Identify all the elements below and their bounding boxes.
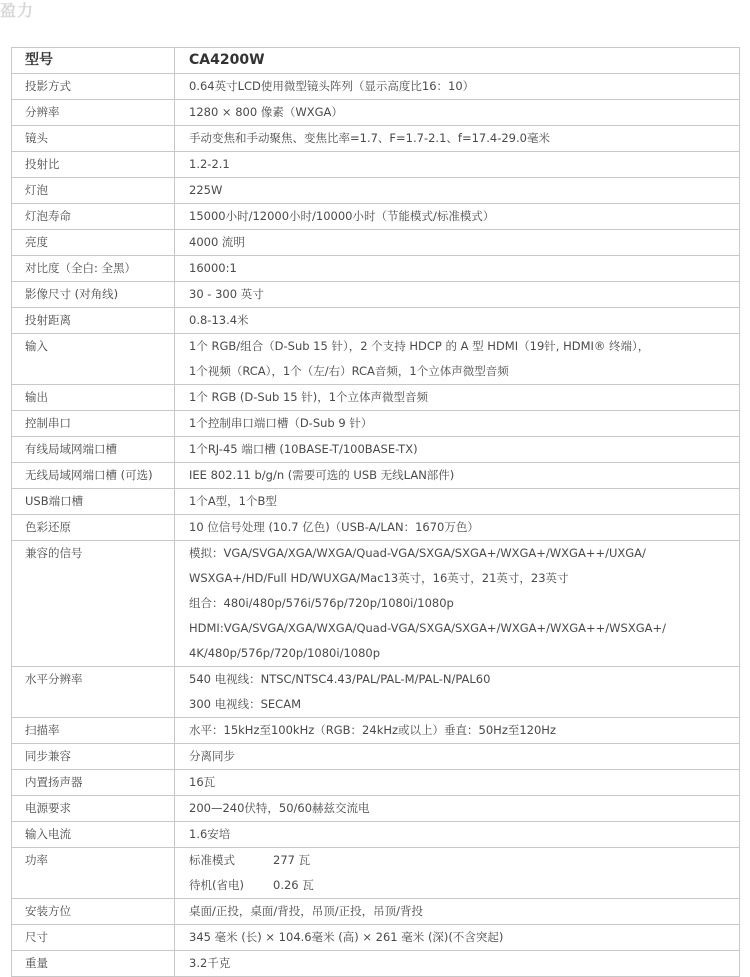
row-value: [175, 100, 740, 126]
table-row-power: [12, 848, 740, 899]
row-value-line: 1个A型，1个B型: [189, 494, 277, 508]
row-value: [175, 178, 740, 204]
row-value: [175, 667, 740, 718]
row-value-line: 模拟：VGA/SVGA/XGA/WXGA/Quad-VGA/SXGA/SXGA+/WXGA+/WXGA++/UXGA/: [189, 546, 646, 560]
row-value-line: 水平：15kHz至100kHz（RGB：24kHz或以上）垂直：50Hz至120Hz: [189, 723, 556, 737]
row-value: [175, 256, 740, 282]
row-label: 安装方位: [12, 899, 175, 925]
row-value: [175, 822, 740, 848]
row-value-line: 4000 流明: [189, 235, 245, 249]
power-mode-name: 待机(省电): [189, 878, 244, 892]
row-value: [175, 385, 740, 411]
row-value-line: HDMI:VGA/SVGA/XGA/WXGA/Quad-VGA/SXGA/SXGA+/WXGA+/WXGA++/WSXGA+/: [189, 621, 666, 635]
row-value: [175, 718, 740, 744]
table-row: [12, 667, 740, 718]
row-label: 扫描率: [12, 718, 175, 744]
row-value: [175, 796, 740, 822]
table-row: [12, 437, 740, 463]
row-value-line: 0.64英寸LCD使用微型镜头阵列（显示高度比16：10）: [189, 79, 475, 93]
row-value: [175, 463, 740, 489]
row-value-line: IEE 802.11 b/g/n (需要可选的 USB 无线LAN部件): [189, 468, 455, 482]
table-row: [12, 489, 740, 515]
table-row: [12, 796, 740, 822]
table-row: [12, 411, 740, 437]
row-label: 分辨率: [12, 100, 175, 126]
power-mode-line: [189, 848, 739, 873]
row-value: [175, 437, 740, 463]
table-row: [12, 925, 740, 951]
table-header-row: [12, 48, 740, 74]
row-label: 同步兼容: [12, 744, 175, 770]
row-label: 投影方式: [12, 74, 175, 100]
row-value-line: 16瓦: [189, 775, 216, 789]
table-row: [12, 744, 740, 770]
spec-table: [11, 47, 740, 977]
row-value-line: 1.2-2.1: [189, 157, 230, 171]
row-label: 输出: [12, 385, 175, 411]
row-value-line: 0.8-13.4米: [189, 313, 249, 327]
row-label: 功率: [12, 848, 175, 899]
table-row: [12, 178, 740, 204]
row-value-line: 300 电视线：SECAM: [189, 697, 301, 711]
row-label: 灯泡: [12, 178, 175, 204]
row-value-line: 1280 × 800 像素（WXGA）: [189, 105, 343, 119]
row-value-line: 225W: [189, 183, 223, 197]
row-value: [175, 126, 740, 152]
header-label: 型号: [12, 48, 175, 74]
row-value: [175, 899, 740, 925]
row-label: 投射比: [12, 152, 175, 178]
row-value: [175, 489, 740, 515]
table-row: [12, 282, 740, 308]
power-mode-value: 277 瓦: [273, 853, 311, 867]
row-value-line: 10 位信号处理 (10.7 亿色)（USB-A/LAN：1670万色）: [189, 520, 479, 534]
row-label: 影像尺寸 (对角线): [12, 282, 175, 308]
row-value-line: 桌面/正投，桌面/背投，吊顶/正投，吊顶/背投: [189, 904, 423, 918]
row-label: 输入: [12, 334, 175, 385]
table-row: [12, 951, 740, 977]
row-value: [175, 152, 740, 178]
row-value-line: 分离同步: [189, 749, 235, 763]
row-value-line: 200—240伏特，50/60赫兹交流电: [189, 801, 370, 815]
row-label: 对比度（全白: 全黑）: [12, 256, 175, 282]
table-row: [12, 718, 740, 744]
table-row: [12, 126, 740, 152]
row-value-line: 345 毫米 (长) × 104.6毫米 (高) × 261 毫米 (深)(不含突起): [189, 930, 504, 944]
row-value-line: 手动变焦和手动聚焦、变焦比率=1.7、F=1.7-2.1、f=17.4-29.0毫米: [189, 131, 550, 145]
table-row: [12, 463, 740, 489]
table-row: [12, 770, 740, 796]
row-value: [175, 515, 740, 541]
power-mode-name: 标准模式: [189, 853, 235, 867]
row-value: [175, 282, 740, 308]
row-value: [175, 951, 740, 977]
row-label: 输入电流: [12, 822, 175, 848]
row-label: 镜头: [12, 126, 175, 152]
table-row: [12, 899, 740, 925]
row-label: 控制串口: [12, 411, 175, 437]
row-value-line: 16000:1: [189, 261, 237, 275]
row-value-line: 540 电视线：NTSC/NTSC4.43/PAL/PAL-M/PAL-N/PAL60: [189, 672, 491, 686]
row-value-line: 1个控制串口端口槽（D-Sub 9 针）: [189, 416, 373, 430]
row-value-line: 1个 RGB (D-Sub 15 针)，1个立体声微型音频: [189, 390, 429, 404]
row-value: [175, 848, 740, 899]
table-row: [12, 204, 740, 230]
row-value: [175, 541, 740, 667]
row-value-line: 3.2千克: [189, 956, 231, 970]
row-label: 尺寸: [12, 925, 175, 951]
table-row: [12, 100, 740, 126]
power-mode-line: [189, 873, 739, 898]
table-row: [12, 385, 740, 411]
spec-table-body: [12, 48, 740, 977]
row-value: [175, 411, 740, 437]
row-label: 水平分辨率: [12, 667, 175, 718]
table-row: [12, 515, 740, 541]
row-value: [175, 308, 740, 334]
table-row: [12, 152, 740, 178]
row-label: 电源要求: [12, 796, 175, 822]
row-label: 兼容的信号: [12, 541, 175, 667]
table-row: [12, 334, 740, 385]
header-model: CA4200W: [175, 48, 740, 74]
row-value-line: 1个RJ-45 端口槽 (10BASE-T/100BASE-TX): [189, 442, 418, 456]
row-label: 色彩还原: [12, 515, 175, 541]
row-value: [175, 925, 740, 951]
table-row: [12, 74, 740, 100]
row-value-line: 1.6安培: [189, 827, 231, 841]
row-value: [175, 204, 740, 230]
row-label: 投射距离: [12, 308, 175, 334]
row-value-line: 15000小时/12000小时/10000小时（节能模式/标准模式）: [189, 209, 495, 223]
row-value-line: 1个视频（RCA），1个（左/右）RCA音频，1个立体声微型音频: [189, 364, 509, 378]
row-label: 内置扬声器: [12, 770, 175, 796]
row-value: [175, 744, 740, 770]
table-row: [12, 541, 740, 667]
row-value: [175, 74, 740, 100]
row-label: 亮度: [12, 230, 175, 256]
brand-logo-text: 盈力: [0, 1, 35, 20]
row-value-line: WSXGA+/HD/Full HD/WUXGA/Mac13英寸，16英寸，21英寸，23英寸: [189, 571, 569, 585]
row-value: [175, 334, 740, 385]
power-mode-value: 0.26 瓦: [273, 878, 314, 892]
table-row: [12, 256, 740, 282]
row-value-line: 组合：480i/480p/576i/576p/720p/1080i/1080p: [189, 596, 454, 610]
row-label: USB端口槽: [12, 489, 175, 515]
row-value-line: 4K/480p/576p/720p/1080i/1080p: [189, 646, 381, 660]
row-value: [175, 770, 740, 796]
row-value: [175, 230, 740, 256]
table-row: [12, 308, 740, 334]
row-label: 灯泡寿命: [12, 204, 175, 230]
table-row: [12, 230, 740, 256]
row-label: 有线局域网端口槽: [12, 437, 175, 463]
row-label: 重量: [12, 951, 175, 977]
row-value-line: 1个 RGB/组合（D-Sub 15 针），2 个支持 HDCP 的 A 型 HDMI（19针, HDMI® 终端），: [189, 339, 650, 353]
row-label: 无线局域网端口槽 (可选): [12, 463, 175, 489]
row-value-line: 30 - 300 英寸: [189, 287, 264, 301]
table-row: [12, 822, 740, 848]
